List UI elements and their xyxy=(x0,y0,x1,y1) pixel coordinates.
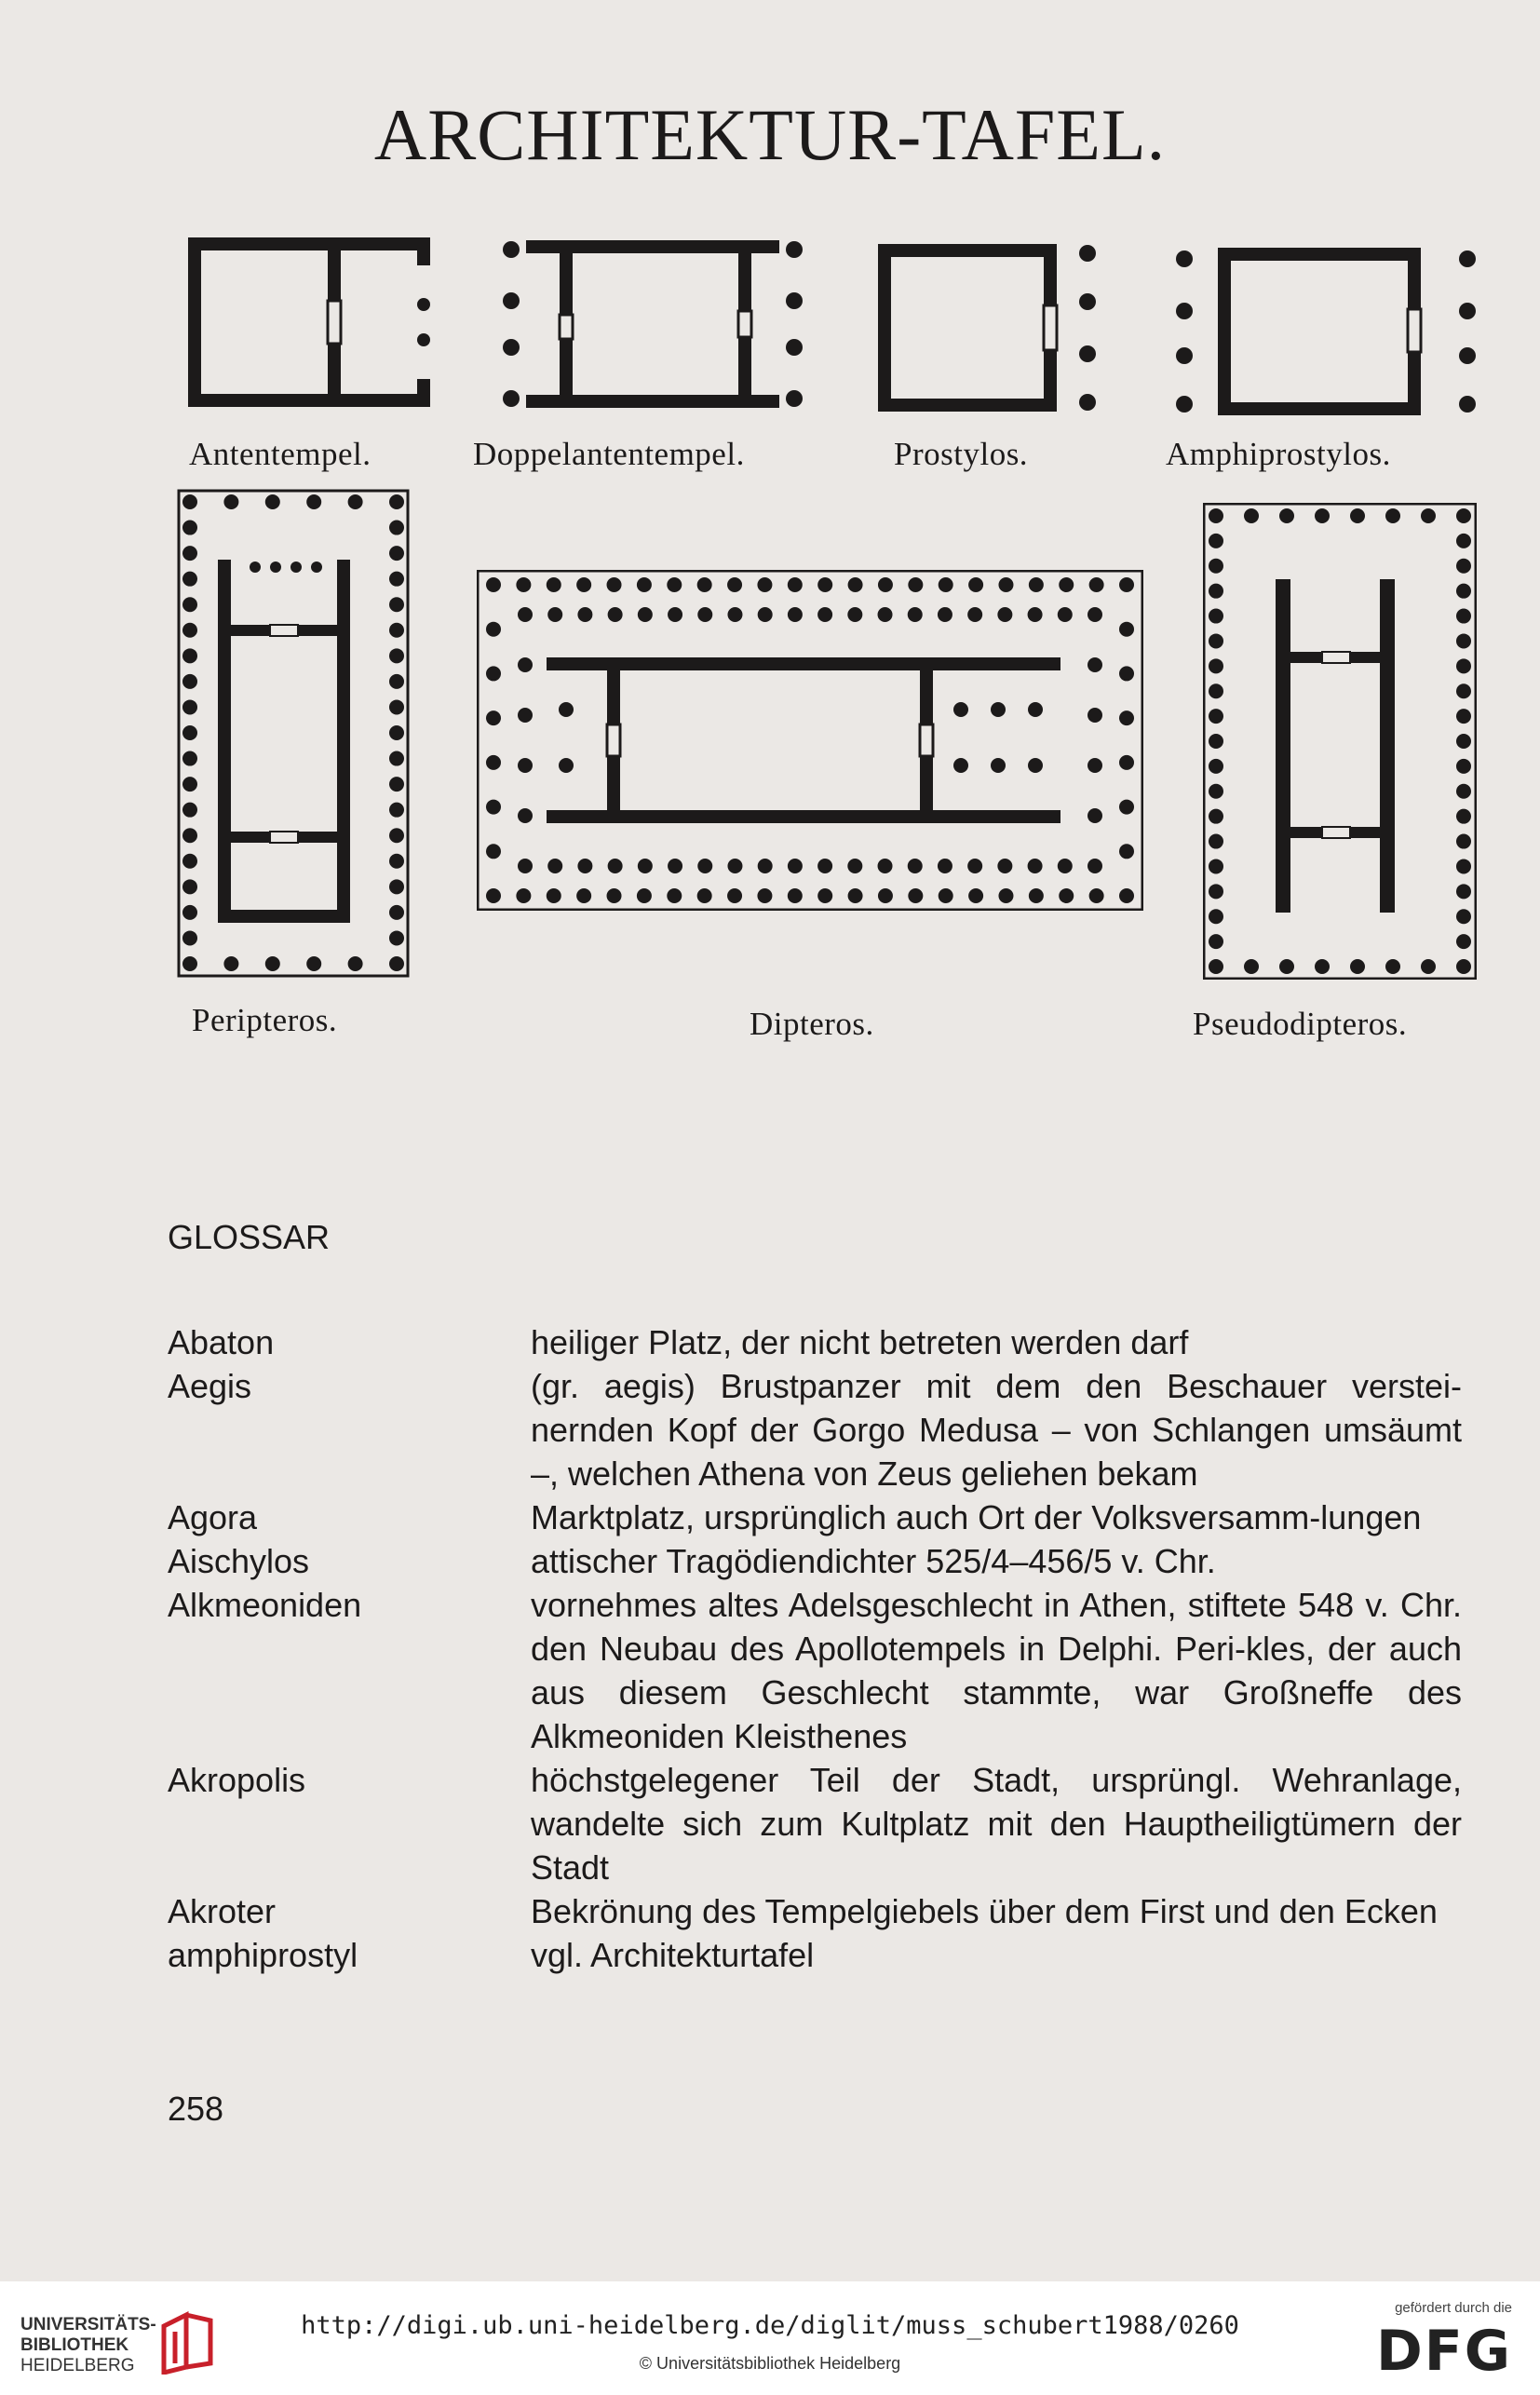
column-dot xyxy=(758,607,773,622)
column-dot xyxy=(608,859,623,873)
column-dot xyxy=(953,702,968,717)
column-dot xyxy=(290,562,302,573)
column-dot xyxy=(1119,622,1134,637)
column-dot xyxy=(817,577,832,592)
column-dot xyxy=(991,702,1006,717)
column-dot xyxy=(908,607,923,622)
glossary-definition: höchstgelegener Teil der Stadt, ursprüngl. Wehranlage, wandelte sich zum Kultplatz mit den Hauptheiligtümern der Stadt xyxy=(531,1761,1462,1887)
column-dot xyxy=(1059,577,1074,592)
footer-bar xyxy=(0,2281,1540,2395)
column-dot xyxy=(697,859,712,873)
column-dot xyxy=(389,854,404,869)
glossary-term: Aischylos xyxy=(168,1542,310,1580)
column-dot xyxy=(727,577,742,592)
caption-antentempel: Antentempel. xyxy=(189,436,371,472)
column-dot xyxy=(1456,683,1471,698)
column-dot xyxy=(265,956,280,971)
column-dot xyxy=(939,577,953,592)
column-dot xyxy=(1209,658,1223,673)
column-dot xyxy=(1209,633,1223,648)
column-dot xyxy=(668,859,682,873)
caption-dipteros: Dipteros. xyxy=(750,1006,874,1042)
column-dot xyxy=(389,803,404,818)
column-dot xyxy=(1209,683,1223,698)
column-dot xyxy=(967,607,982,622)
column-dot xyxy=(939,888,953,903)
column-dot xyxy=(607,888,622,903)
column-dot xyxy=(817,607,832,622)
column-dot xyxy=(348,494,363,509)
glossary-definition: vornehmes altes Adelsgeschlecht in Athen, stiftete 548 v. Chr. den Neubau des Apollotempels in Delphi. Peri-kles, der auch aus diesem Geschlecht stammte, war Großneffe des Alkmeoniden Kleisthenes xyxy=(531,1586,1462,1755)
glossary-definition: attischer Tragödiendichter 525/4–456/5 v. Chr. xyxy=(531,1542,1216,1580)
glossary-term: Alkmeoniden xyxy=(168,1586,362,1624)
column-dot xyxy=(847,607,862,622)
column-dot xyxy=(559,758,574,773)
column-dot xyxy=(389,956,404,971)
column-dot xyxy=(1456,959,1471,974)
column-dot xyxy=(518,607,533,622)
column-dot xyxy=(1087,708,1102,723)
column-dot xyxy=(518,859,533,873)
column-dot xyxy=(1087,758,1102,773)
column-dot xyxy=(182,699,197,714)
column-dot xyxy=(518,808,533,823)
plan-pseudodipteros xyxy=(1203,503,1477,980)
column-dot xyxy=(727,888,742,903)
column-dot xyxy=(389,597,404,612)
column-dot xyxy=(1456,884,1471,899)
column-dot xyxy=(182,854,197,869)
column-dot xyxy=(1350,508,1365,523)
column-dot xyxy=(182,725,197,740)
column-dot xyxy=(1089,577,1104,592)
column-dot xyxy=(697,607,712,622)
page-title: ARCHITEKTUR-TAFEL. xyxy=(373,94,1167,175)
column-dot xyxy=(967,859,982,873)
column-dot xyxy=(486,755,501,770)
column-dot xyxy=(389,546,404,561)
column-dot xyxy=(788,607,803,622)
column-dot xyxy=(547,607,562,622)
glossary-definition: heiliger Platz, der nicht betreten werden darf xyxy=(531,1323,1189,1361)
column-dot xyxy=(306,956,321,971)
column-dot xyxy=(182,803,197,818)
column-dot xyxy=(250,562,261,573)
glossary-term: Akropolis xyxy=(168,1761,306,1799)
plan-amphiprostylos xyxy=(1171,248,1482,415)
glossary-term: Aegis xyxy=(168,1367,252,1405)
column-dot xyxy=(1119,888,1134,903)
column-dot xyxy=(668,607,682,622)
column-dot xyxy=(637,888,652,903)
column-dot xyxy=(1119,666,1134,681)
column-dot xyxy=(997,859,1012,873)
column-dot xyxy=(486,622,501,637)
column-dot xyxy=(1209,859,1223,873)
column-dot xyxy=(1119,577,1134,592)
column-dot xyxy=(998,577,1013,592)
glossary-entry xyxy=(168,1364,1462,1495)
column-dot xyxy=(1456,609,1471,624)
column-dot xyxy=(486,888,501,903)
dfg-logo[interactable]: DFG xyxy=(1375,2319,1512,2384)
glossary-entry xyxy=(168,1889,1462,1933)
glossary-term: Akroter xyxy=(168,1892,277,1930)
column-dot xyxy=(1456,934,1471,949)
column-dot xyxy=(182,494,197,509)
glossary-term: Abaton xyxy=(168,1323,275,1361)
column-dot xyxy=(182,930,197,945)
column-dot xyxy=(389,751,404,766)
column-dot xyxy=(486,844,501,859)
column-dot xyxy=(389,777,404,792)
column-dot xyxy=(1209,934,1223,949)
column-dot xyxy=(486,666,501,681)
column-dot xyxy=(953,758,968,773)
permalink-url[interactable]: http://digi.ub.uni-heidelberg.de/diglit/muss_schubert1988/0260 xyxy=(301,2311,1239,2340)
column-dot xyxy=(389,879,404,894)
caption-doppelantentempel: Doppelantentempel. xyxy=(473,436,745,472)
column-dot xyxy=(1209,534,1223,548)
column-dot xyxy=(758,859,773,873)
column-dot xyxy=(848,577,863,592)
column-dot xyxy=(638,607,653,622)
column-dot xyxy=(908,888,923,903)
column-dot xyxy=(389,725,404,740)
column-dot xyxy=(1456,633,1471,648)
column-dot xyxy=(389,521,404,535)
funding-note: gefördert durch die xyxy=(1395,2300,1512,2316)
column-dot xyxy=(1456,759,1471,774)
column-dot xyxy=(1209,884,1223,899)
column-dot xyxy=(757,577,772,592)
glossary-entry xyxy=(168,1933,1462,1977)
glossary-entry xyxy=(168,1583,1462,1758)
column-dot xyxy=(608,607,623,622)
column-dot xyxy=(1209,709,1223,724)
column-dot xyxy=(878,577,893,592)
column-dot xyxy=(968,577,983,592)
column-dot xyxy=(817,888,832,903)
column-dot xyxy=(1456,709,1471,724)
copyright-text: © Universitätsbibliothek Heidelberg xyxy=(639,2354,901,2373)
column-dot xyxy=(788,859,803,873)
column-dot xyxy=(1089,888,1104,903)
glossary-definition: Marktplatz, ursprünglich auch Ort der Volksversamm-lungen xyxy=(531,1498,1422,1536)
glossary-definition: (gr. aegis) Brustpanzer mit dem den Beschauer verstei-nernden Kopf der Gorgo Medusa – von Schlangen umsäumt –, welchen Athena von Zeus geliehen bekam xyxy=(531,1367,1462,1493)
column-dot xyxy=(182,521,197,535)
column-dot xyxy=(908,859,923,873)
column-dot xyxy=(1315,508,1330,523)
column-dot xyxy=(1279,959,1294,974)
column-dot xyxy=(847,859,862,873)
column-dot xyxy=(559,702,574,717)
column-dot xyxy=(1209,759,1223,774)
plan-doppelantentempel xyxy=(498,240,807,408)
column-dot xyxy=(389,572,404,587)
column-dot xyxy=(1209,559,1223,574)
column-dot xyxy=(1385,508,1400,523)
glossary-definition: vgl. Architekturtafel xyxy=(531,1936,815,1974)
column-dot xyxy=(1456,734,1471,749)
column-dot xyxy=(998,888,1013,903)
column-dot xyxy=(1209,609,1223,624)
column-dot xyxy=(878,607,893,622)
column-dot xyxy=(1119,710,1134,725)
glossary-definition: Bekrönung des Tempelgiebels über dem First und den Ecken xyxy=(531,1892,1438,1930)
glossary-entry xyxy=(168,1758,1462,1889)
column-dot xyxy=(938,607,952,622)
column-dot xyxy=(697,888,712,903)
column-dot xyxy=(516,577,531,592)
column-dot xyxy=(518,657,533,672)
library-name-line: HEIDELBERG xyxy=(20,2356,135,2375)
column-dot xyxy=(182,879,197,894)
column-dot xyxy=(1209,834,1223,849)
column-dot xyxy=(1119,800,1134,815)
column-dot xyxy=(1209,909,1223,924)
column-dot xyxy=(968,888,983,903)
column-dot xyxy=(182,623,197,638)
column-dot xyxy=(1119,844,1134,859)
column-dot xyxy=(389,674,404,689)
column-dot xyxy=(1087,859,1102,873)
column-dot xyxy=(1029,577,1044,592)
column-dot xyxy=(667,577,682,592)
column-dot xyxy=(817,859,832,873)
plan-prostylos xyxy=(878,244,1101,412)
column-dot xyxy=(878,859,893,873)
column-dot xyxy=(182,956,197,971)
column-dot xyxy=(182,751,197,766)
column-dot xyxy=(547,888,561,903)
column-dot xyxy=(607,577,622,592)
column-dot xyxy=(1456,784,1471,799)
column-dot xyxy=(486,800,501,815)
column-dot xyxy=(727,607,742,622)
column-dot xyxy=(270,562,281,573)
column-dot xyxy=(1209,508,1223,523)
column-dot xyxy=(223,956,238,971)
column-dot xyxy=(788,577,803,592)
column-dot xyxy=(389,494,404,509)
library-name-line: UNIVERSITÄTS- xyxy=(20,2315,156,2334)
column-dot xyxy=(576,888,591,903)
library-name-line: BIBLIOTHEK xyxy=(20,2335,129,2355)
column-dot xyxy=(908,577,923,592)
column-dot xyxy=(1028,607,1043,622)
column-dot xyxy=(991,758,1006,773)
column-dot xyxy=(576,577,591,592)
glossary-entry xyxy=(168,1495,1462,1539)
column-dot xyxy=(182,597,197,612)
column-dot xyxy=(1350,959,1365,974)
column-dot xyxy=(389,828,404,843)
column-dot xyxy=(182,905,197,920)
column-dot xyxy=(1456,559,1471,574)
column-dot xyxy=(1087,607,1102,622)
glossary-term: Agora xyxy=(168,1498,258,1536)
column-dot xyxy=(938,859,952,873)
column-dot xyxy=(1058,607,1073,622)
column-dot xyxy=(1119,755,1134,770)
page-number: 258 xyxy=(168,2090,224,2128)
column-dot xyxy=(182,572,197,587)
column-dot xyxy=(311,562,322,573)
column-dot xyxy=(1456,909,1471,924)
glossary-heading: GLOSSAR xyxy=(168,1218,331,1256)
column-dot xyxy=(1279,508,1294,523)
column-dot xyxy=(182,777,197,792)
column-dot xyxy=(1087,657,1102,672)
column-dot xyxy=(1456,834,1471,849)
column-dot xyxy=(265,494,280,509)
column-dot xyxy=(1456,658,1471,673)
column-dot xyxy=(1059,888,1074,903)
column-dot xyxy=(516,888,531,903)
column-dot xyxy=(1421,959,1436,974)
column-dot xyxy=(788,888,803,903)
column-dot xyxy=(182,828,197,843)
column-dot xyxy=(486,577,501,592)
column-dot xyxy=(182,674,197,689)
column-dot xyxy=(878,888,893,903)
column-dot xyxy=(486,710,501,725)
column-dot xyxy=(997,607,1012,622)
column-dot xyxy=(1209,959,1223,974)
plan-dipteros xyxy=(477,570,1143,911)
column-dot xyxy=(348,956,363,971)
column-dot xyxy=(848,888,863,903)
glossary-term: amphiprostyl xyxy=(168,1936,358,1974)
column-dot xyxy=(1315,959,1330,974)
column-dot xyxy=(1209,784,1223,799)
caption-pseudodipteros: Pseudodipteros. xyxy=(1193,1006,1408,1042)
column-dot xyxy=(182,648,197,663)
column-dot xyxy=(1087,808,1102,823)
glossary-entry xyxy=(168,1320,1462,1364)
plan-antentempel xyxy=(188,237,430,407)
column-dot xyxy=(577,607,592,622)
column-dot xyxy=(1385,959,1400,974)
column-dot xyxy=(518,708,533,723)
caption-peripteros: Peripteros. xyxy=(192,1002,338,1038)
column-dot xyxy=(637,577,652,592)
caption-amphiprostylos: Amphiprostylos. xyxy=(1166,436,1391,472)
column-dot xyxy=(547,577,561,592)
column-dot xyxy=(1244,959,1259,974)
column-dot xyxy=(1456,508,1471,523)
column-dot xyxy=(389,905,404,920)
column-dot xyxy=(1244,508,1259,523)
column-dot xyxy=(727,859,742,873)
column-dot xyxy=(1209,734,1223,749)
column-dot xyxy=(1456,534,1471,548)
column-dot xyxy=(638,859,653,873)
column-dot xyxy=(182,546,197,561)
column-dot xyxy=(389,623,404,638)
column-dot xyxy=(389,930,404,945)
column-dot xyxy=(1209,809,1223,824)
column-dot xyxy=(1058,859,1073,873)
column-dot xyxy=(1028,702,1043,717)
column-dot xyxy=(389,648,404,663)
column-dot xyxy=(1456,809,1471,824)
column-dot xyxy=(547,859,562,873)
caption-prostylos: Prostylos. xyxy=(894,436,1029,472)
column-dot xyxy=(697,577,712,592)
column-dot xyxy=(1456,584,1471,599)
column-dot xyxy=(757,888,772,903)
column-dot xyxy=(577,859,592,873)
column-dot xyxy=(1456,859,1471,873)
glossary-list xyxy=(168,1320,1462,1977)
column-dot xyxy=(389,699,404,714)
column-dot xyxy=(1209,584,1223,599)
column-dot xyxy=(306,494,321,509)
column-dot xyxy=(1421,508,1436,523)
plan-peripteros xyxy=(177,489,410,978)
glossary-entry xyxy=(168,1539,1462,1583)
column-dot xyxy=(1029,888,1044,903)
column-dot xyxy=(1028,859,1043,873)
column-dot xyxy=(667,888,682,903)
column-dot xyxy=(223,494,238,509)
column-dot xyxy=(518,758,533,773)
column-dot xyxy=(1028,758,1043,773)
